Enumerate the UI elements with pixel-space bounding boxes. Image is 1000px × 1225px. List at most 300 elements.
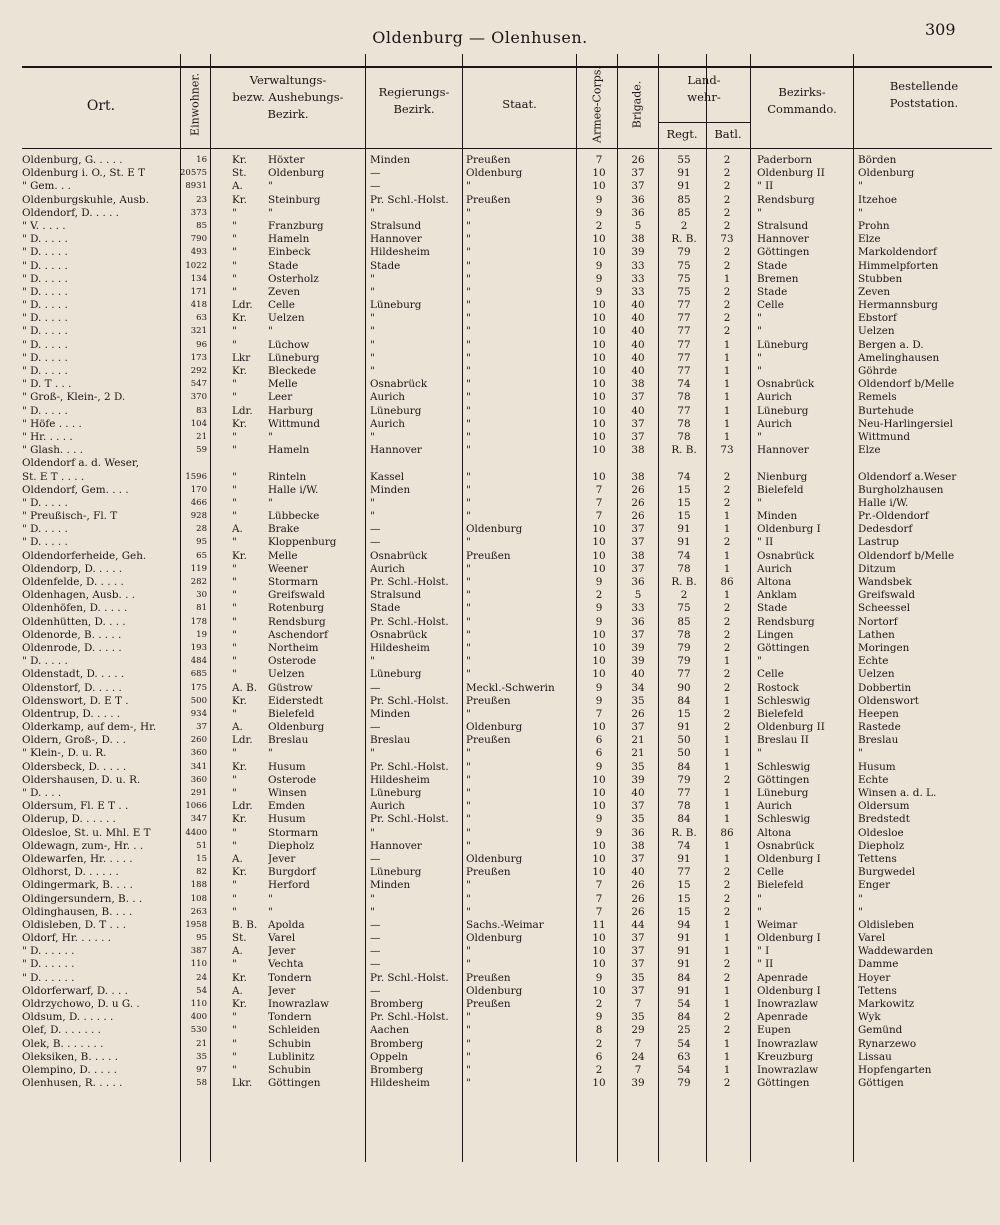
- state: ": [466, 219, 471, 232]
- district-type: ": [232, 444, 237, 457]
- district-command: Göttingen: [757, 246, 810, 259]
- table-row: [0, 682, 1000, 695]
- header-regierung: [366, 84, 462, 118]
- landwehr-battalion: 2: [723, 773, 731, 786]
- landwehr-regiment: 75: [677, 285, 691, 298]
- brigade: 40: [631, 668, 645, 681]
- landwehr-battalion: 86: [720, 826, 734, 839]
- inhabitants: 21: [196, 431, 207, 442]
- army-corps: 9: [595, 681, 603, 694]
- government-district: ": [370, 826, 375, 839]
- post-station: Oldendorf b/Melle: [858, 549, 955, 562]
- state: ": [466, 562, 471, 575]
- district-command: Lüneburg: [757, 338, 809, 351]
- landwehr-regiment: 15: [677, 707, 691, 720]
- district-name: Osterholz: [268, 272, 319, 285]
- brigade: 26: [631, 154, 645, 166]
- landwehr-battalion: 2: [723, 879, 731, 892]
- district-command: Aurich: [757, 391, 792, 404]
- district-command: Weimar: [757, 918, 798, 931]
- district-name: Rotenburg: [268, 602, 325, 615]
- table-row: [0, 194, 1000, 207]
- district-type: A. B.: [232, 681, 258, 694]
- landwehr-regiment: 2: [680, 589, 688, 602]
- district-name: ": [268, 180, 273, 193]
- place-name: " Preußisch-, Fl. T: [22, 510, 118, 523]
- post-station: Tettens: [858, 852, 897, 865]
- landwehr-battalion: 2: [723, 285, 731, 298]
- district-command: ": [757, 365, 762, 377]
- brigade: 7: [634, 998, 642, 1010]
- landwehr-battalion: 1: [723, 945, 731, 958]
- post-station: Oldisleben: [858, 918, 915, 931]
- inhabitants: 790: [190, 234, 207, 245]
- district-name: Rinteln: [268, 470, 307, 483]
- landwehr-battalion: 1: [723, 932, 731, 945]
- district-type: A.: [232, 180, 243, 193]
- post-station: Dobbertin: [858, 681, 912, 694]
- district-type: Kr.: [232, 549, 247, 562]
- post-station: Markowitz: [858, 998, 915, 1010]
- district-command: Stade: [757, 285, 788, 298]
- landwehr-regiment: 79: [677, 641, 691, 654]
- army-corps: 10: [592, 641, 606, 654]
- brigade: 37: [631, 852, 645, 865]
- district-command: Oldenburg I: [757, 984, 821, 997]
- brigade: 36: [631, 615, 645, 628]
- post-station: Himmelpforten: [858, 259, 939, 272]
- brigade: 36: [631, 576, 645, 588]
- running-title: Oldenburg — Olenhusen.: [372, 28, 588, 47]
- government-district: Osnabrück: [370, 378, 428, 391]
- district-command: Rendsburg: [757, 193, 815, 206]
- district-type: A.: [232, 523, 243, 536]
- post-station: Echte: [858, 655, 889, 668]
- post-station: Göttigen: [858, 1077, 904, 1090]
- state: ": [466, 641, 471, 654]
- state: ": [466, 259, 471, 272]
- district-type: ": [232, 747, 237, 760]
- place-name: Oldrzychowo, D. u G. .: [22, 998, 140, 1010]
- landwehr-regiment: 54: [677, 1063, 691, 1076]
- army-corps: 10: [592, 773, 606, 786]
- landwehr-battalion: 1: [723, 787, 731, 799]
- army-corps: 10: [592, 787, 606, 799]
- government-district: Osnabrück: [370, 549, 428, 562]
- post-station: Breslau: [858, 734, 899, 747]
- district-name: ": [268, 905, 273, 918]
- district-name: Schubin: [268, 1063, 311, 1076]
- brigade: 40: [631, 351, 645, 364]
- inhabitants: 110: [190, 959, 207, 970]
- district-command: Göttingen: [757, 773, 810, 786]
- post-station: Wyk: [858, 1011, 881, 1024]
- post-station: Nortorf: [858, 615, 898, 628]
- landwehr-regiment: 85: [677, 193, 691, 206]
- brigade: 21: [631, 734, 645, 747]
- brigade: 40: [631, 365, 645, 377]
- post-station: Husum: [858, 760, 896, 773]
- brigade: 36: [631, 193, 645, 206]
- place-name: " D. . . . . .: [22, 945, 75, 958]
- district-type: A.: [232, 721, 243, 734]
- landwehr-regiment: 85: [677, 615, 691, 628]
- government-district: Stade: [370, 259, 401, 272]
- district-name: ": [268, 430, 273, 443]
- state: ": [466, 272, 471, 285]
- state: ": [466, 707, 471, 720]
- table-row: [0, 866, 1000, 879]
- landwehr-regiment: 15: [677, 496, 691, 509]
- government-district: Hannover: [370, 839, 422, 852]
- landwehr-battalion: 1: [723, 760, 731, 773]
- landwehr-battalion: 2: [723, 707, 731, 720]
- government-district: ": [370, 338, 375, 351]
- brigade: 33: [631, 259, 645, 272]
- table-header-rule: [22, 148, 992, 149]
- district-name: Uelzen: [268, 312, 305, 325]
- landwehr-regiment: 77: [677, 351, 691, 364]
- inhabitants: 263: [190, 906, 207, 917]
- landwehr-battalion: 1: [723, 839, 731, 852]
- district-name: Breslau: [268, 734, 309, 747]
- army-corps: 10: [592, 365, 606, 377]
- state: ": [466, 905, 471, 918]
- government-district: Bromberg: [370, 1037, 424, 1050]
- place-name: Oldenstadt, D. . . . .: [22, 668, 125, 681]
- state: ": [466, 470, 471, 483]
- table-row: [0, 589, 1000, 602]
- table-row: [0, 932, 1000, 945]
- brigade: 37: [631, 562, 645, 575]
- district-type: ": [232, 536, 237, 549]
- district-type: Kr.: [232, 417, 247, 430]
- district-name: Einbeck: [268, 246, 311, 259]
- post-station: Zeven: [858, 285, 891, 298]
- post-station: Oldenswort: [858, 694, 919, 707]
- post-station: Burgholzhausen: [858, 483, 944, 496]
- army-corps: 10: [592, 338, 606, 351]
- state: ": [466, 773, 471, 786]
- state: Preußen: [466, 734, 511, 747]
- army-corps: 2: [595, 1037, 603, 1050]
- landwehr-battalion: 2: [723, 905, 731, 918]
- district-name: Lublinitz: [268, 1050, 315, 1063]
- place-name: Oldenstorf, D. . . . .: [22, 681, 122, 694]
- inhabitants: 188: [190, 880, 207, 891]
- army-corps: 10: [592, 1077, 606, 1090]
- post-station: Oldersum: [858, 800, 910, 813]
- post-station: Oldenburg: [858, 167, 915, 180]
- district-name: Melle: [268, 549, 298, 562]
- inhabitants: 58: [196, 1078, 207, 1089]
- inhabitants: 178: [190, 616, 207, 627]
- inhabitants: 360: [190, 748, 207, 759]
- brigade: 35: [631, 1011, 645, 1024]
- brigade: 37: [631, 536, 645, 549]
- government-district: Stade: [370, 602, 401, 615]
- inhabitants: 16: [196, 155, 207, 165]
- place-name: " V. . . . .: [22, 219, 66, 232]
- state: ": [466, 338, 471, 351]
- table-row: [0, 827, 1000, 840]
- government-district: —: [370, 167, 381, 180]
- landwehr-regiment: 77: [677, 866, 691, 879]
- inhabitants: 82: [196, 867, 207, 878]
- inhabitants: 373: [190, 207, 207, 218]
- army-corps: 7: [595, 483, 603, 496]
- army-corps: 10: [592, 932, 606, 945]
- government-district: Pr. Schl.-Holst.: [370, 1011, 449, 1024]
- brigade: 33: [631, 602, 645, 615]
- place-name: Oldenhöfen, D. . . . .: [22, 602, 128, 615]
- place-name: Oldenburg i. O., St. E T: [22, 167, 146, 180]
- table-row: [0, 616, 1000, 629]
- army-corps: 10: [592, 958, 606, 971]
- district-type: ": [232, 1063, 237, 1076]
- district-command: Eupen: [757, 1024, 791, 1037]
- place-name: Oldentrup, D. . . . .: [22, 707, 121, 720]
- district-command: " I: [757, 945, 770, 958]
- landwehr-battalion: 1: [723, 549, 731, 562]
- table-row: [0, 325, 1000, 338]
- inhabitants: 934: [190, 708, 207, 719]
- state: Preußen: [466, 694, 511, 707]
- inhabitants: 4400: [185, 827, 207, 838]
- army-corps: 9: [595, 760, 603, 773]
- state: ": [466, 430, 471, 443]
- district-name: Northeim: [268, 641, 319, 654]
- state: ": [466, 615, 471, 628]
- table-row: [0, 708, 1000, 721]
- table-row: [0, 721, 1000, 734]
- brigade: 21: [631, 747, 645, 760]
- header-landwehr: [658, 72, 750, 106]
- district-command: Bremen: [757, 272, 799, 285]
- state: ": [466, 536, 471, 549]
- table-row: [0, 180, 1000, 193]
- brigade: 37: [631, 984, 645, 997]
- inhabitants: 387: [190, 946, 207, 957]
- inhabitants: 59: [196, 445, 207, 456]
- inhabitants: 292: [190, 366, 207, 376]
- landwehr-regiment: 77: [677, 404, 691, 417]
- district-command: Oldenburg I: [757, 523, 821, 536]
- district-type: ": [232, 259, 237, 272]
- inhabitants: 291: [190, 788, 207, 798]
- state: Oldenburg: [466, 932, 523, 945]
- inhabitants: 370: [190, 392, 207, 403]
- state: Preußen: [466, 549, 511, 562]
- brigade: 26: [631, 905, 645, 918]
- post-station: Remels: [858, 391, 897, 404]
- government-district: —: [370, 180, 381, 193]
- state: ": [466, 444, 471, 457]
- district-command: ": [757, 655, 762, 668]
- state: ": [466, 233, 471, 246]
- table-row: [0, 747, 1000, 760]
- army-corps: 10: [592, 655, 606, 668]
- post-station: Oldesloe: [858, 826, 904, 839]
- district-name: Lüneburg: [268, 351, 320, 364]
- landwehr-regiment: 55: [677, 154, 691, 166]
- district-type: B. B.: [232, 918, 258, 931]
- post-station: Halle i/W.: [858, 496, 909, 509]
- district-name: Vechta: [268, 958, 304, 971]
- landwehr-battalion: 1: [723, 378, 731, 391]
- government-district: —: [370, 958, 381, 971]
- table-row: [0, 339, 1000, 352]
- brigade: 26: [631, 707, 645, 720]
- district-type: ": [232, 1011, 237, 1024]
- district-name: Höxter: [268, 154, 305, 166]
- table-row: [0, 444, 1000, 457]
- place-name: " D. . . .: [22, 787, 62, 799]
- landwehr-regiment: 75: [677, 272, 691, 285]
- landwehr-regiment: 77: [677, 299, 691, 312]
- district-type: Ldr.: [232, 734, 253, 747]
- post-station: Rynarzewo: [858, 1037, 917, 1050]
- inhabitants: 175: [190, 682, 207, 693]
- inhabitants: 170: [190, 484, 207, 495]
- state: ": [466, 576, 471, 588]
- army-corps: 7: [595, 510, 603, 523]
- district-command: Stade: [757, 259, 788, 272]
- place-name: " Glash. . . .: [22, 444, 84, 457]
- district-command: Aurich: [757, 800, 792, 813]
- state: ": [466, 958, 471, 971]
- place-name: Oldendorp, D. . . . .: [22, 562, 123, 575]
- landwehr-battalion: 1: [723, 523, 731, 536]
- landwehr-battalion: 2: [723, 154, 731, 166]
- brigade: 26: [631, 879, 645, 892]
- post-station: Lastrup: [858, 536, 899, 549]
- landwehr-regiment: R. B.: [671, 233, 697, 246]
- district-type: ": [232, 773, 237, 786]
- inhabitants: 21: [196, 1038, 207, 1049]
- header-brigade: Brigade.: [630, 80, 644, 129]
- government-district: Lüneburg: [370, 787, 422, 799]
- landwehr-battalion: 2: [723, 668, 731, 681]
- place-name: Olenhusen, R. . . . .: [22, 1077, 123, 1090]
- table-row: [0, 299, 1000, 312]
- brigade: 40: [631, 325, 645, 338]
- table-row: [0, 352, 1000, 365]
- army-corps: 10: [592, 391, 606, 404]
- header-poststation: [854, 78, 994, 112]
- district-command: ": [757, 747, 762, 760]
- post-station: Stubben: [858, 272, 903, 285]
- landwehr-battalion: 2: [723, 681, 731, 694]
- post-station: Bergen a. D.: [858, 338, 924, 351]
- district-command: ": [757, 325, 762, 338]
- place-name: St. E T . . . .: [22, 470, 85, 483]
- post-station: Göhrde: [858, 365, 898, 377]
- landwehr-regiment: 78: [677, 417, 691, 430]
- district-type: Lkr.: [232, 1077, 253, 1090]
- district-name: Inowrazlaw: [268, 998, 329, 1010]
- district-command: Nienburg: [757, 470, 808, 483]
- district-name: Melle: [268, 378, 298, 391]
- government-district: —: [370, 984, 381, 997]
- army-corps: 10: [592, 562, 606, 575]
- government-district: ": [370, 285, 375, 298]
- table-row: [0, 787, 1000, 800]
- district-name: ": [268, 496, 273, 509]
- landwehr-regiment: 94: [677, 918, 691, 931]
- district-command: Celle: [757, 866, 784, 879]
- table-row: [0, 972, 1000, 985]
- post-station: ": [858, 892, 863, 905]
- post-station: ": [858, 180, 863, 193]
- place-name: Oldewarfen, Hr. . . . .: [22, 852, 133, 865]
- landwehr-regiment: 15: [677, 483, 691, 496]
- state: Oldenburg: [466, 852, 523, 865]
- district-command: Bielefeld: [757, 483, 804, 496]
- table-row: [0, 813, 1000, 826]
- header-regierung-line1: Regierungs-: [378, 85, 450, 99]
- government-district: ": [370, 325, 375, 338]
- district-name: Stormarn: [268, 826, 319, 839]
- district-command: " II: [757, 958, 774, 971]
- place-name: Olef, D. . . . . . .: [22, 1024, 101, 1037]
- place-name: " Gem. . .: [22, 180, 71, 193]
- landwehr-regiment: 84: [677, 813, 691, 826]
- place-name: Oldenhütten, D. . . .: [22, 615, 126, 628]
- government-district: Aurich: [370, 391, 405, 404]
- district-name: Wittmund: [268, 417, 321, 430]
- district-name: Stade: [268, 259, 299, 272]
- table-row: [0, 484, 1000, 497]
- header-bezirks-line2: Commando.: [767, 102, 837, 116]
- landwehr-regiment: 15: [677, 905, 691, 918]
- district-type: Kr.: [232, 694, 247, 707]
- landwehr-battalion: 86: [720, 576, 734, 588]
- government-district: Pr. Schl.-Holst.: [370, 193, 449, 206]
- landwehr-regiment: 54: [677, 998, 691, 1010]
- district-type: ": [232, 668, 237, 681]
- landwehr-regiment: 78: [677, 628, 691, 641]
- landwehr-regiment: 74: [677, 470, 691, 483]
- district-name: Schleiden: [268, 1024, 320, 1037]
- brigade: 36: [631, 206, 645, 219]
- brigade: 29: [631, 1024, 645, 1037]
- army-corps: 7: [595, 154, 603, 166]
- district-type: Kr.: [232, 193, 247, 206]
- district-type: ": [232, 839, 237, 852]
- post-station: Börden: [858, 154, 897, 166]
- post-station: Elze: [858, 233, 881, 246]
- post-station: Dedesdorf: [858, 523, 913, 536]
- government-district: ": [370, 430, 375, 443]
- inhabitants: 20575: [180, 168, 208, 179]
- state: ": [466, 1063, 471, 1076]
- district-command: Anklam: [757, 589, 797, 602]
- army-corps: 7: [595, 496, 603, 509]
- landwehr-battalion: 1: [723, 391, 731, 404]
- landwehr-regiment: 90: [677, 681, 691, 694]
- landwehr-regiment: 78: [677, 800, 691, 813]
- government-district: Aurich: [370, 800, 405, 813]
- table-row: [0, 378, 1000, 391]
- district-type: ": [232, 206, 237, 219]
- district-type: ": [232, 905, 237, 918]
- district-name: Kloppenburg: [268, 536, 337, 549]
- place-name: " D. . . . .: [22, 285, 68, 298]
- district-command: Schleswig: [757, 760, 811, 773]
- post-station: Uelzen: [858, 668, 895, 681]
- post-station: Uelzen: [858, 325, 895, 338]
